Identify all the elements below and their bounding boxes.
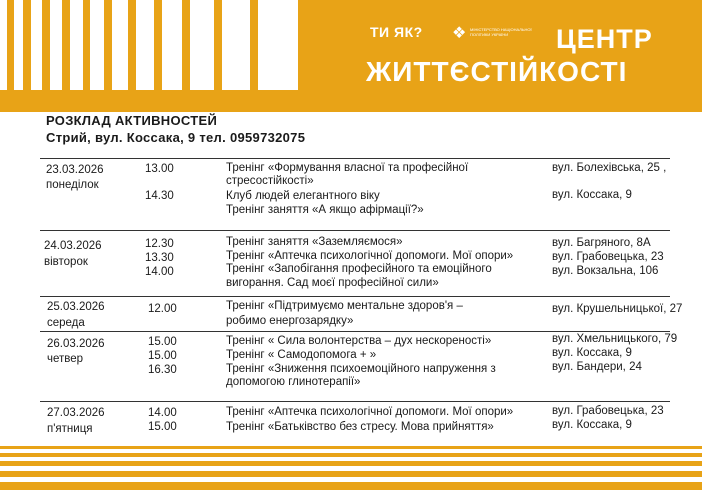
center-subtitle: ЖИТТЄСТІЙКОСТІ xyxy=(366,56,628,87)
decorative-stripe xyxy=(112,0,128,90)
event-title: Тренінг « Сила волонтерства – дух нескореності» xyxy=(226,335,492,347)
event-location: вул. Хмельницького, 79 xyxy=(552,333,678,345)
decorative-stripe xyxy=(136,0,154,90)
event-location: вул. Болехівська, 25 , xyxy=(552,162,667,174)
day-date: 24.03.2026 xyxy=(44,240,102,252)
event-time: 15.00 xyxy=(148,350,177,362)
event-location: вул. Коссака, 9 xyxy=(552,189,632,201)
event-title: Тренінг «Батьківство без стресу. Мова прийняття» xyxy=(226,421,494,433)
decorative-stripe xyxy=(162,0,182,90)
decorative-stripe xyxy=(70,0,83,90)
event-title: допомогою глинотерапії» xyxy=(226,376,361,388)
decorative-stripe xyxy=(31,0,42,90)
ministry-logo xyxy=(452,24,532,48)
decorative-stripe xyxy=(50,0,62,90)
event-title: Тренінг заняття «А якщо афірмації?» xyxy=(226,204,424,216)
event-time: 14.30 xyxy=(145,190,174,202)
event-title: робимо енергозарядку» xyxy=(226,315,354,327)
day-date: 27.03.2026 xyxy=(47,407,105,419)
ministry-text: МІНІСТЕРСТВО НАЦІОНАЛЬНОЇ ПОЛІТИКИ УКРАЇНИ xyxy=(470,27,532,37)
decorative-stripe xyxy=(0,446,702,449)
decorative-stripe xyxy=(190,0,214,90)
event-title: Тренінг «Підтримуємо ментальне здоров'я – xyxy=(226,300,463,312)
event-title: Тренінг «Зниження психоемоційного напруження з xyxy=(226,363,496,375)
event-title: Тренінг « Самодопомога + » xyxy=(226,349,377,361)
event-time: 12.00 xyxy=(148,303,177,315)
event-location: вул. Багряного, 8А xyxy=(552,237,651,249)
decorative-stripe xyxy=(0,461,702,466)
event-location: вул. Грабовецька, 23 xyxy=(552,405,664,417)
decorative-stripe xyxy=(0,482,702,490)
header-banner xyxy=(0,0,702,112)
event-time: 14.00 xyxy=(145,266,174,278)
row-divider xyxy=(40,331,670,332)
decorative-stripe xyxy=(0,0,7,90)
event-title: Клуб людей елегантного віку xyxy=(226,190,380,202)
day-weekday: понеділок xyxy=(46,179,99,191)
row-divider xyxy=(40,401,670,402)
event-time: 15.00 xyxy=(148,336,177,348)
day-weekday: четвер xyxy=(47,353,84,365)
day-date: 25.03.2026 xyxy=(47,301,105,313)
address-line: Стрий, вул. Коссака, 9 тел. 0959732075 xyxy=(46,130,306,145)
event-location: вул. Вокзальна, 106 xyxy=(552,265,659,277)
day-date: 23.03.2026 xyxy=(46,164,104,176)
day-weekday: середа xyxy=(47,317,85,329)
event-time: 13.00 xyxy=(145,163,174,175)
event-time: 13.30 xyxy=(145,252,174,264)
row-divider xyxy=(40,296,670,297)
event-location: вул. Коссака, 9 xyxy=(552,419,632,431)
event-title: Тренінг «Запобігання професійного та емоційного xyxy=(226,263,492,275)
day-date: 26.03.2026 xyxy=(47,338,105,350)
event-location: вул. Бандери, 24 xyxy=(552,361,642,373)
decorative-stripe xyxy=(0,453,702,457)
event-title: Тренінг «Аптечка психологічної допомоги. Мої опори» xyxy=(226,406,514,418)
event-time: 15.00 xyxy=(148,421,177,433)
event-location: вул. Крушельницької, 27 xyxy=(552,303,683,315)
decorative-stripe xyxy=(222,0,250,90)
event-title: Тренінг «Аптечка психологічної допомоги. Мої опори» xyxy=(226,250,514,262)
center-title: ЦЕНТР xyxy=(556,24,653,54)
schedule-heading: РОЗКЛАД АКТИВНОСТЕЙ xyxy=(46,113,218,128)
event-time: 12.30 xyxy=(145,238,174,250)
decorative-stripe xyxy=(90,0,104,90)
row-divider xyxy=(40,158,670,159)
event-title: Тренінг заняття «Заземляємося» xyxy=(226,236,403,248)
decorative-stripe xyxy=(0,471,702,477)
decorative-stripe xyxy=(14,0,23,90)
event-location: вул. Грабовецька, 23 xyxy=(552,251,664,263)
event-location: вул. Коссака, 9 xyxy=(552,347,632,359)
event-time: 16.30 xyxy=(148,364,177,376)
decorative-stripe xyxy=(258,0,298,90)
event-title: вигорання. Сад моєї професійної сили» xyxy=(226,277,439,289)
day-weekday: п'ятниця xyxy=(47,423,93,435)
day-weekday: вівторок xyxy=(44,256,88,268)
event-time: 14.00 xyxy=(148,407,177,419)
partner-logo: ТИ ЯК? xyxy=(370,24,423,40)
event-title: стресостійкості» xyxy=(226,175,314,187)
event-title: Тренінг «Формування власної та професійної xyxy=(226,162,469,174)
footer-stripes xyxy=(0,446,702,496)
row-divider xyxy=(40,230,670,231)
trident-icon: ❖ xyxy=(452,25,467,42)
